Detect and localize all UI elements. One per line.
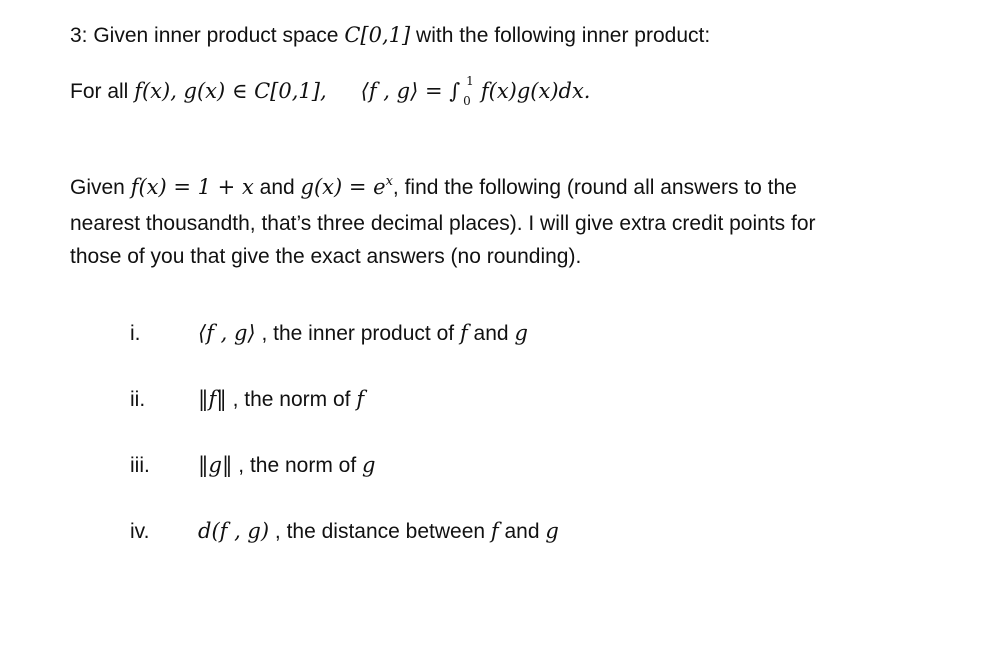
given-part3: , find the following (round all answers to the — [392, 176, 797, 199]
item-math: ‖f‖ — [198, 387, 227, 411]
given-part1: Given — [70, 176, 131, 199]
def-funcs-math: f(x), g(x) ∈ C[0,1], — [134, 79, 327, 103]
f-definition-math: f(x) = 1 + x — [130, 175, 254, 199]
list-item — [130, 384, 364, 415]
inner-product-definition — [70, 76, 590, 107]
item-text-2: and — [467, 322, 515, 345]
given-paragraph — [70, 171, 930, 273]
problem-heading — [70, 20, 710, 51]
item-text: , the inner product of — [255, 322, 460, 345]
g-definition-math: g(x) = e — [300, 175, 386, 199]
item-math-2: f — [356, 387, 365, 411]
def-prefix: For all — [70, 80, 135, 103]
heading-text: 3: Given inner product space — [70, 24, 345, 47]
item-text: , the norm of — [226, 388, 357, 411]
heading-space-math: C[0,1] — [344, 23, 411, 47]
item-math: ⟨f , g⟩ — [198, 321, 256, 345]
g-exponent: x — [385, 174, 393, 189]
item-text-2: and — [498, 520, 546, 543]
list-item — [130, 318, 528, 349]
item-math-2: f — [459, 321, 468, 345]
heading-end-text: with the following inner product: — [410, 24, 711, 47]
item-math-3: g — [514, 321, 528, 345]
integral-lower: 0 — [463, 94, 471, 108]
given-line-3: those of you that give the exact answers (no rounding). — [70, 245, 582, 268]
item-math-2: g — [362, 453, 376, 477]
item-math-3: g — [545, 519, 559, 543]
item-text: , the distance between — [269, 520, 491, 543]
item-math-2: f — [490, 519, 499, 543]
item-math: d(f , g) — [198, 519, 270, 543]
def-integrand-math: f(x)g(x)dx. — [474, 79, 591, 103]
given-line-2: nearest thousandth, that’s three decimal places). I will give extra credit points for — [70, 212, 816, 235]
item-number: i. — [130, 322, 141, 345]
given-part2: and — [253, 176, 301, 199]
item-text: , the norm of — [232, 454, 363, 477]
item-number: iv. — [130, 520, 150, 543]
integral-sign: ∫ — [449, 79, 461, 103]
integral-limits — [460, 74, 474, 108]
list-item — [130, 450, 375, 481]
item-math: ‖g‖ — [198, 453, 233, 477]
def-ip-left-math: ⟨f , g⟩ = — [360, 79, 450, 103]
item-number: iii. — [130, 454, 150, 477]
integral-upper: 1 — [466, 74, 474, 88]
item-number: ii. — [130, 388, 146, 411]
list-item — [130, 516, 559, 547]
given-line-1 — [70, 171, 930, 207]
